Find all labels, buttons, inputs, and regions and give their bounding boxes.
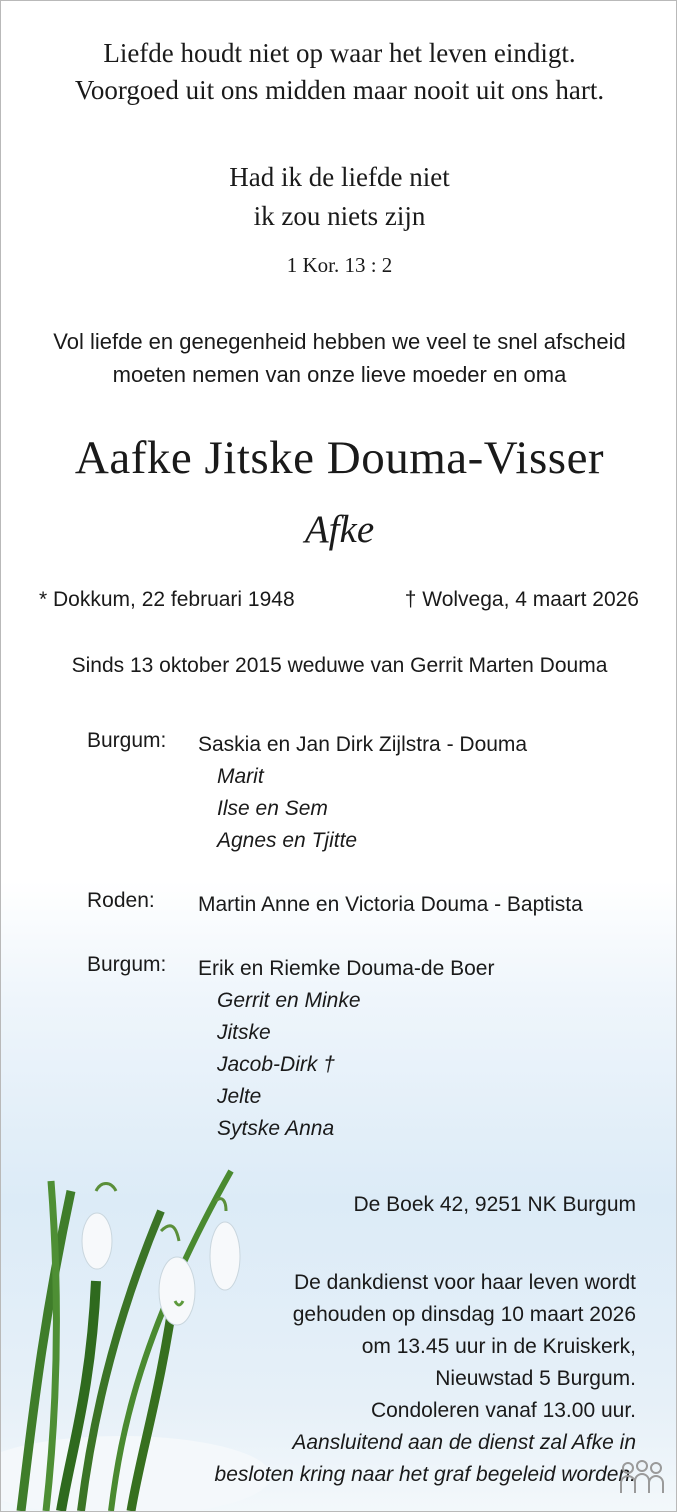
verse — [1, 158, 677, 236]
service-line-5: Condoleren vanaf 13.00 uur. — [370, 1399, 636, 1422]
deceased-name: Aafke Jitske Douma-Visser — [74, 432, 605, 484]
family-group — [87, 889, 583, 921]
family-child: Jelte — [217, 1085, 262, 1108]
opening-quote — [1, 35, 677, 109]
family-child: Jacob-Dirk † — [217, 1053, 335, 1076]
quote-line-1: Liefde houdt niet op waar het leven eindigt. — [103, 38, 576, 68]
deceased-nickname: Afke — [304, 508, 375, 551]
verse-reference: 1 Kor. 13 : 2 — [286, 253, 393, 277]
quote-line-2: Voorgoed uit ons midden maar nooit uit ons hart. — [74, 75, 605, 105]
intro-line-2: moeten nemen van onze lieve moeder en oma — [112, 362, 567, 387]
family-names: Saskia en Jan Dirk Zijlstra - Douma — [198, 733, 528, 756]
verse-line-1: Had ik de liefde niet — [229, 162, 450, 192]
service-line-1: De dankdienst voor haar leven wordt — [293, 1271, 636, 1294]
service-line-6: Aansluitend aan de dienst zal Afke in — [292, 1431, 636, 1454]
family-child: Jitske — [217, 1021, 271, 1044]
family-group — [87, 729, 583, 857]
widow-line: Sinds 13 oktober 2015 weduwe van Gerrit Marten Douma — [71, 654, 608, 677]
death-date: † Wolvega, 4 maart 2026 — [404, 588, 639, 611]
people-logo-icon — [618, 1459, 666, 1497]
service-line-2: gehouden op dinsdag 10 maart 2026 — [292, 1303, 636, 1326]
family-place: Burgum: — [87, 953, 167, 976]
family-child: Ilse en Sem — [217, 797, 328, 820]
address: De Boek 42, 9251 NK Burgum — [353, 1193, 636, 1216]
family-place: Burgum: — [87, 729, 167, 752]
service-line-4: Nieuwstad 5 Burgum. — [435, 1367, 636, 1390]
family-group — [87, 953, 583, 1145]
service-details — [215, 1267, 636, 1491]
service-line-3: om 13.45 uur in de Kruiskerk, — [361, 1335, 636, 1358]
birth-date: * Dokkum, 22 februari 1948 — [39, 588, 295, 611]
family-place: Roden: — [87, 889, 155, 912]
family-child: Sytske Anna — [217, 1117, 335, 1140]
family-child: Gerrit en Minke — [217, 989, 361, 1012]
intro-line-1: Vol liefde en genegenheid hebben we veel te snel afscheid — [53, 329, 626, 354]
family-names: Erik en Riemke Douma-de Boer — [198, 957, 495, 980]
family-list — [87, 729, 583, 1177]
intro-text — [1, 325, 677, 391]
service-line-7: besloten kring naar het graf begeleid worden. — [214, 1463, 636, 1486]
family-names: Martin Anne en Victoria Douma - Baptista — [198, 893, 583, 916]
verse-line-2: ik zou niets zijn — [253, 201, 426, 231]
family-child: Agnes en Tjitte — [217, 829, 358, 852]
family-child: Marit — [217, 765, 264, 788]
